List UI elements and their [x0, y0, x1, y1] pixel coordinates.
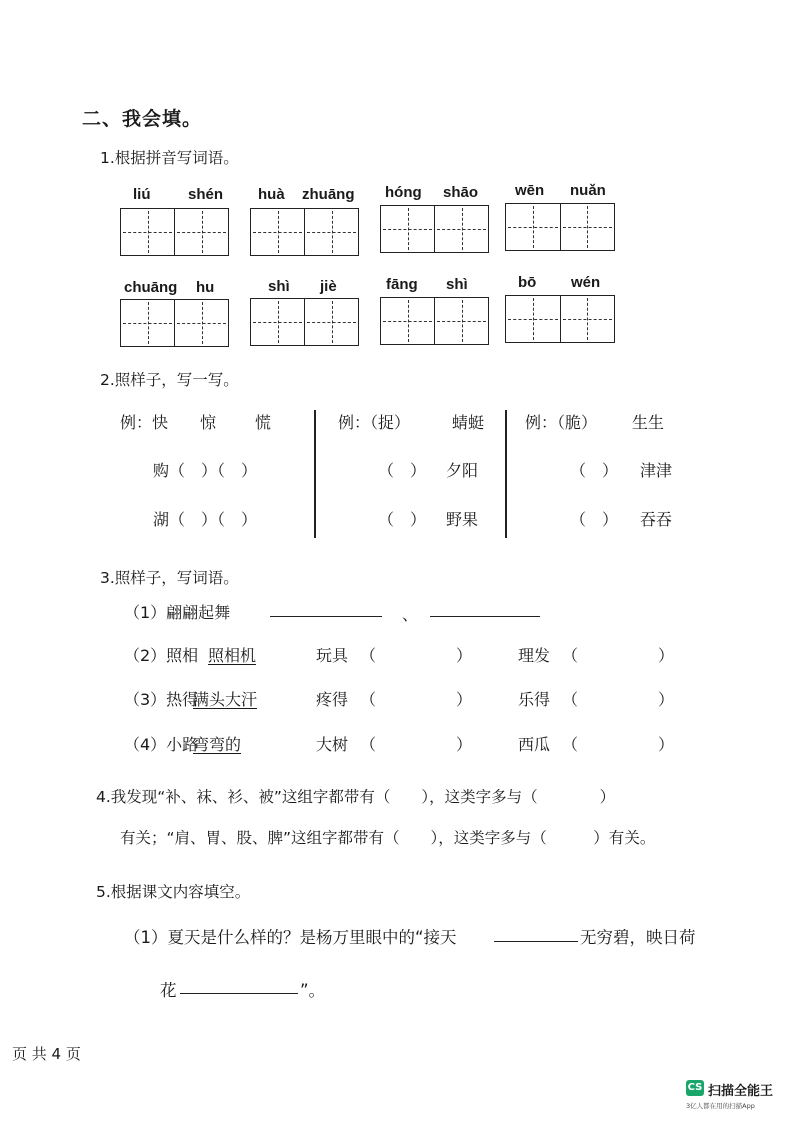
app-subtitle: 3亿人都在用的扫描App — [686, 1102, 755, 1110]
q3-word: 理发 — [518, 646, 551, 665]
example-word: 惊 — [200, 413, 217, 432]
pinyin: bō — [518, 274, 537, 291]
fill-row[interactable]: 湖（ ）（ ） — [153, 510, 258, 529]
answer-line[interactable] — [180, 993, 298, 994]
q3-title: 3.照样子，写词语。 — [100, 569, 239, 587]
fill-blank[interactable]: （ ） — [378, 510, 427, 529]
q5-title: 5.根据课文内容填空。 — [96, 883, 251, 901]
section-title: 二、我会填。 — [82, 108, 203, 130]
q3-word: 西瓜 — [518, 735, 551, 754]
fill-blank[interactable]: （ ） — [562, 646, 675, 665]
writing-grid[interactable] — [120, 208, 229, 256]
word: 津津 — [640, 461, 673, 480]
q3-example: 弯弯的 — [193, 735, 242, 754]
q3-item-label: （1）翩翩起舞 — [124, 603, 231, 622]
q4-line: 有关；“肩、胃、股、脾”这组字都带有（ ），这类字多与（ ）有关。 — [120, 829, 656, 847]
writing-grid[interactable] — [120, 299, 229, 347]
q3-word: 乐得 — [518, 690, 551, 709]
example-label: 例：（脆） — [525, 413, 598, 432]
q2-title: 2.照样子，写一写。 — [100, 371, 239, 389]
writing-grid[interactable] — [505, 295, 615, 343]
q4-line: 4.我发现“补、袜、衫、被”这组字都带有（ ），这类字多与（ ） — [96, 788, 616, 806]
q3-word: 疼得 — [316, 690, 349, 709]
fill-blank[interactable]: （ ） — [378, 461, 427, 480]
pinyin: jiè — [320, 278, 337, 295]
answer-line[interactable] — [270, 616, 382, 617]
example-word: 慌 — [255, 413, 272, 432]
writing-grid[interactable] — [250, 208, 359, 256]
writing-grid[interactable] — [380, 297, 489, 345]
q3-example: 满头大汗 — [193, 690, 258, 709]
word: 夕阳 — [446, 461, 479, 480]
separator: 、 — [402, 605, 419, 624]
q3-item-label: （2）照相 — [124, 646, 199, 665]
example-word: 生生 — [632, 413, 665, 432]
example-label: 例：快 — [120, 413, 169, 432]
q5-text: （1）夏天是什么样的？是杨万里眼中的“接天 — [124, 928, 457, 947]
q3-word: 大树 — [316, 735, 349, 754]
example-word: 蜻蜓 — [452, 413, 485, 432]
pinyin: hóng — [385, 184, 422, 201]
fill-blank[interactable]: （ ） — [360, 735, 473, 754]
fill-row[interactable]: 购（ ）（ ） — [153, 461, 258, 480]
pinyin: shì — [446, 276, 468, 293]
example-label: 例：（捉） — [338, 413, 411, 432]
app-name: 扫描全能王 — [708, 1084, 774, 1099]
pinyin: fāng — [386, 276, 418, 293]
pinyin: nuǎn — [570, 182, 606, 199]
word: 野果 — [446, 510, 479, 529]
pinyin: shāo — [443, 184, 479, 201]
fill-blank[interactable]: （ ） — [570, 461, 619, 480]
fill-blank[interactable]: （ ） — [562, 735, 675, 754]
pinyin: shì — [268, 278, 290, 295]
answer-line[interactable] — [430, 616, 540, 617]
pinyin: liú — [133, 186, 151, 203]
column-divider — [314, 410, 316, 538]
q1-title: 1.根据拼音写词语。 — [100, 149, 239, 167]
page-number: 页 共 4 页 — [12, 1045, 81, 1063]
writing-grid[interactable] — [250, 298, 359, 346]
q5-text: 花 — [160, 981, 177, 1000]
q3-item-label: （4）小路 — [124, 735, 199, 754]
answer-line[interactable] — [494, 941, 578, 942]
fill-blank[interactable]: （ ） — [360, 690, 473, 709]
fill-blank[interactable]: （ ） — [570, 510, 619, 529]
pinyin: wēn — [515, 182, 545, 199]
q3-item-label: （3）热得 — [124, 690, 199, 709]
fill-blank[interactable]: （ ） — [562, 690, 675, 709]
pinyin: hu — [196, 279, 215, 296]
cs-logo-icon: CS — [686, 1080, 704, 1096]
pinyin: huà — [258, 186, 285, 203]
fill-blank[interactable]: （ ） — [360, 646, 473, 665]
writing-grid[interactable] — [380, 205, 489, 253]
pinyin: chuāng — [124, 279, 178, 296]
pinyin: zhuāng — [302, 186, 355, 203]
q5-text: 无穷碧，映日荷 — [580, 928, 696, 947]
q3-example: 照相机 — [208, 646, 257, 665]
q5-text: ”。 — [300, 981, 326, 1000]
column-divider — [505, 410, 507, 538]
q3-word: 玩具 — [316, 646, 349, 665]
pinyin: wén — [571, 274, 601, 291]
word: 吞吞 — [640, 510, 673, 529]
writing-grid[interactable] — [505, 203, 615, 251]
pinyin: shén — [188, 186, 224, 203]
